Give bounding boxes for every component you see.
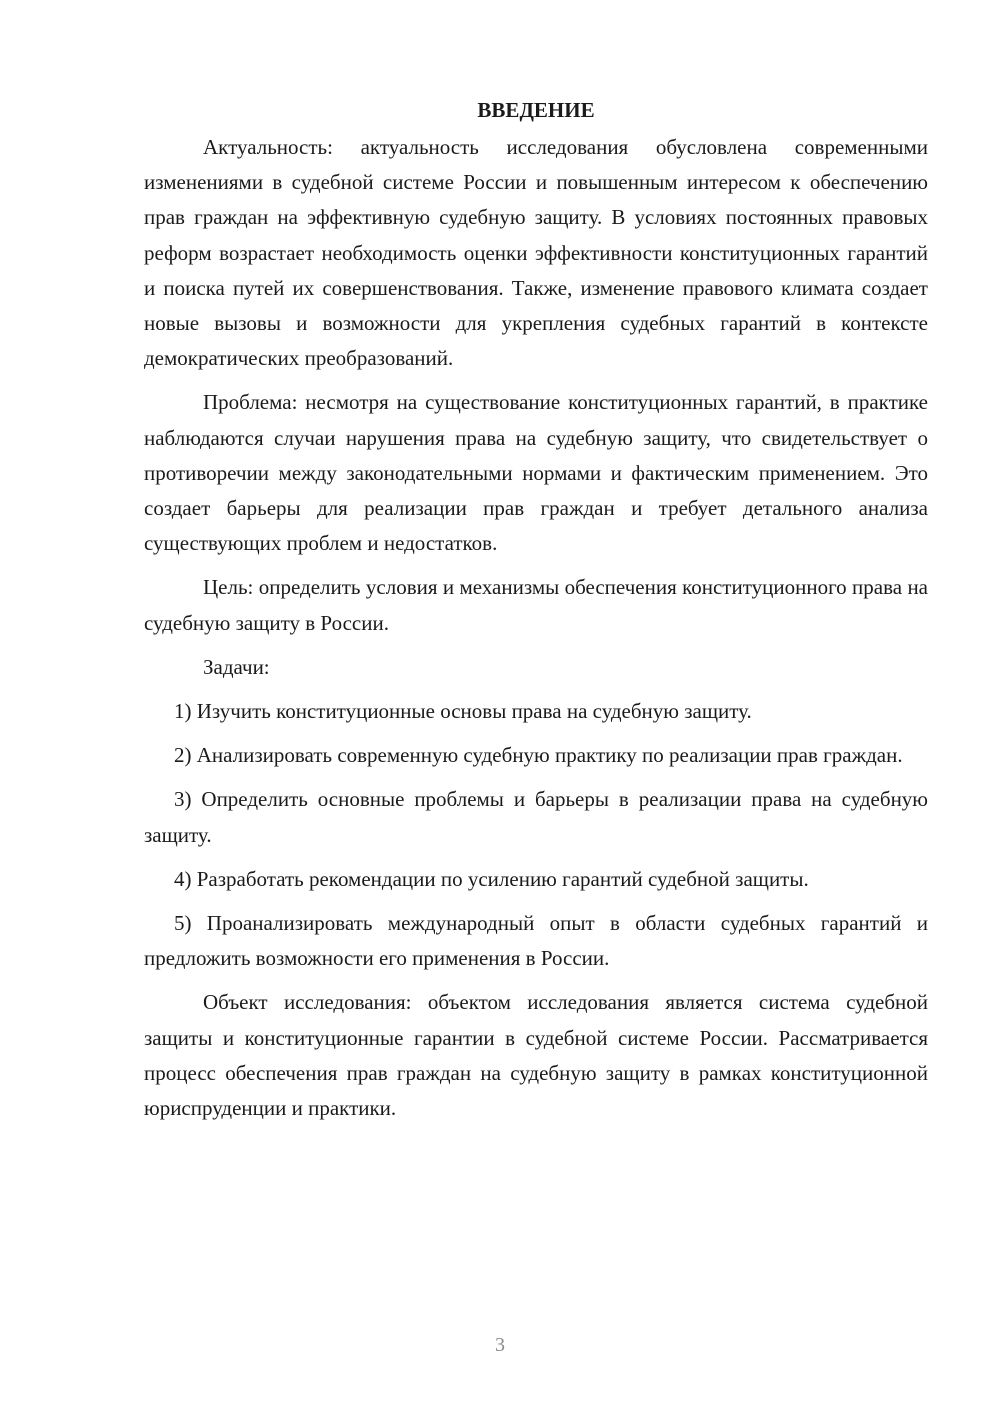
task-item: 5) Проанализировать международный опыт в области судебных гарантий и предложить возможности его применения в России. [144,911,928,971]
page-number: 3 [495,1334,505,1356]
problem-paragraph: Проблема: несмотря на существование конституционных гарантий, в практике наблюдаются случаи нарушения права на судебную защиту, что свидетельствует о противоречии между законодательными нормами и фактическим применением. Это создает барьеры для реализации прав граждан и требует детального анализа существующих проблем и недостатков. [144,390,928,556]
goal-paragraph: Цель: определить условия и механизмы обеспечения конституционного права на судебную защиту в России. [144,575,928,635]
tasks-label: Задачи: [203,654,270,679]
document-page [144,92,928,1135]
task-item: 4) Разработать рекомендации по усилению гарантий судебной защиты. [174,866,809,891]
task-item: 2) Анализировать современную судебную практику по реализации прав граждан. [174,743,903,768]
task-item: 3) Определить основные проблемы и барьеры в реализации права на судебную защиту. [144,787,928,847]
object-paragraph: Объект исследования: объектом исследования является система судебной защиты и конституционные гарантии в судебной системе России. Рассматривается процесс обеспечения прав граждан на судебную защиту в рамках конституционной юриспруденции и практики. [144,990,928,1121]
relevance-paragraph: Актуальность: актуальность исследования обусловлена современными изменениями в судебной системе России и повышенным интересом к обеспечению прав граждан на эффективную судебную защиту. В условиях постоянных правовых реформ возрастает необходимость оценки эффективности конституционных гарантий и поиска путей их совершенствования. Также, изменение правового климата создает новые вызовы и возможности для укрепления судебных гарантий в контексте демократических преобразований. [144,135,928,371]
page-heading: ВВЕДЕНИЕ [477,98,595,122]
task-item: 1) Изучить конституционные основы права на судебную защиту. [174,699,752,724]
